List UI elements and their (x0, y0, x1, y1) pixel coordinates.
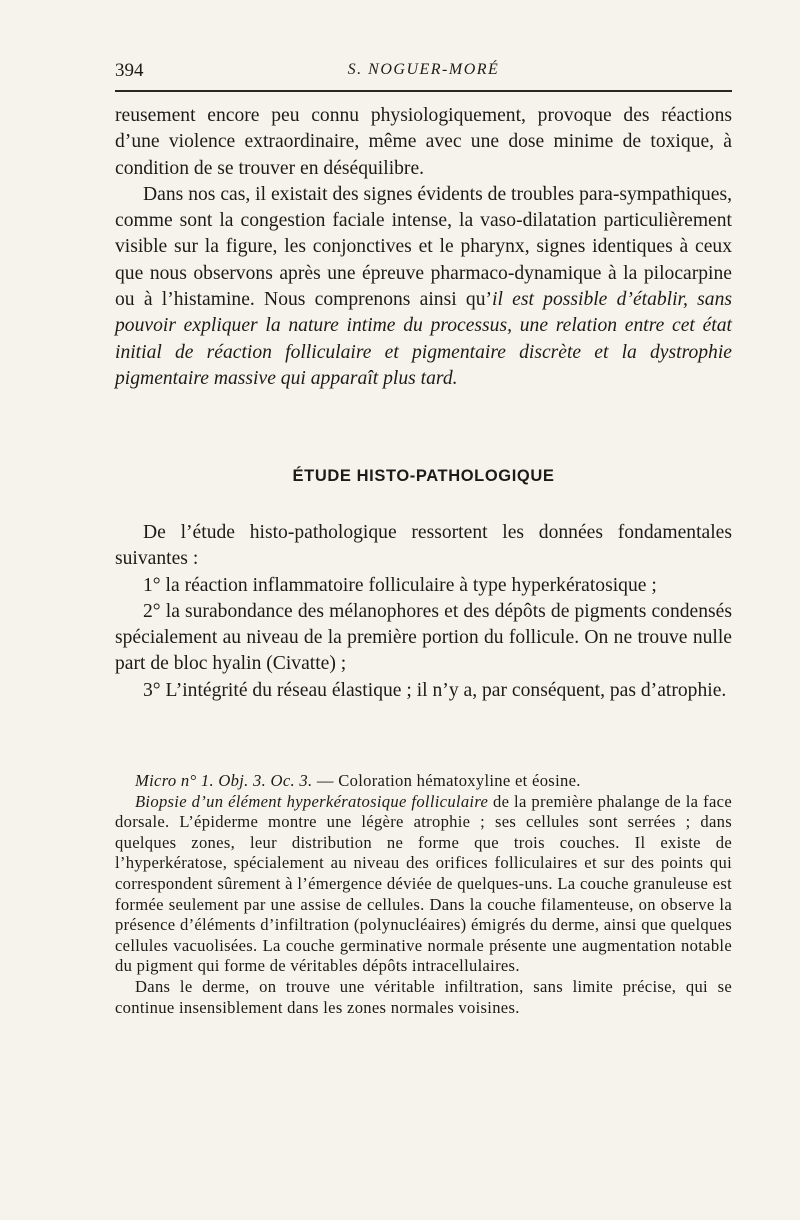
micro-description (115, 771, 732, 1018)
paragraph-italic-text: il est possible d’établir, sans pouvoir expliquer la nature intime du processus, une relation entre cet état initial de réaction folliculaire et pigmentaire discrète et la dystrophie pigmentaire massive qui apparaît plus tard. (115, 289, 732, 389)
dermis-paragraph: Dans le derme, on trouve une véritable infiltration, sans limite précise, qui se continue insensiblement dans les zones normales voisines. (115, 976, 732, 1017)
finding-item-3: 3° L’intégrité du réseau élastique ; il n’y a, par conséquent, pas d’atrophie. (143, 679, 727, 701)
paragraph-regular-text: Dans nos cas, il existait des signes évidents de troubles para-sympathiques, comme sont la congestion faciale intense, la vaso-dilatation particulièrement visible sur la figure, les conjonctives et le pharynx, signes identiques à ceux que nous observons après une épreuve pharmaco-dynamique à la pilocarpine ou à l’histamine. Nous comprenons ainsi qu’ (115, 183, 732, 311)
finding-item-2: 2° la surabondance des mélanophores et des dépôts de pigments condensés spécialement au niveau de la première portion du follicule. On ne trouve nulle part de bloc hyalin (Civatte) ; (115, 600, 732, 675)
section-heading: ÉTUDE HISTO-PATHOLOGIQUE (292, 467, 555, 485)
micro-caption-label: Micro n° 1. Obj. 3. Oc. 3. (135, 771, 313, 790)
paragraph-parasympathetic (115, 182, 732, 392)
micro-caption-stain: — Coloration hématoxyline et éosine. (312, 771, 581, 790)
page-number: 394 (115, 60, 144, 81)
findings-intro: De l’étude histo-pathologique ressortent les données fondamentales suivantes : (115, 522, 732, 570)
histo-findings (115, 520, 732, 704)
biopsy-title: Biopsie d’un élément hyperkératosique folliculaire (135, 791, 489, 811)
page-header (115, 60, 732, 82)
finding-item-1: 1° la réaction inflammatoire folliculaire à type hyperkératosique ; (143, 574, 657, 596)
biopsy-text: de la première phalange de la face dorsale. L’épiderme montre une légère atrophie ; ses cellules sont serrées ; dans quelques zones, leur distribution ne forme que trois couches. Il existe de l’hyperkératose, spécialement au niveau des orifices folliculaires et sur des points qui correspondent sûrement à l’émergence déviée de quelques-uns. La couche granuleuse est formée seulement par une assise de cellules. Dans la couche filamenteuse, on observe la présence d’éléments d’infiltration (polynucléaires) émigrés du derme, ainsi que quelques cellules vacuolisées. La couche germinative normale présente une augmentation notable du pigment qui forme de véritables dépôts intracellulaires. (115, 791, 732, 976)
header-rule (115, 90, 732, 92)
paragraph-continuation: reusement encore peu connu physiologiquement, provoque des réactions d’une violence extraordinaire, même avec une dose minime de toxique, à condition de se trouver en déséquilibre. (115, 105, 732, 179)
micro-caption (115, 771, 732, 792)
biopsy-paragraph (115, 792, 732, 977)
running-head: S. NOGUER-MORÉ (347, 61, 500, 78)
intro-text (115, 103, 732, 392)
